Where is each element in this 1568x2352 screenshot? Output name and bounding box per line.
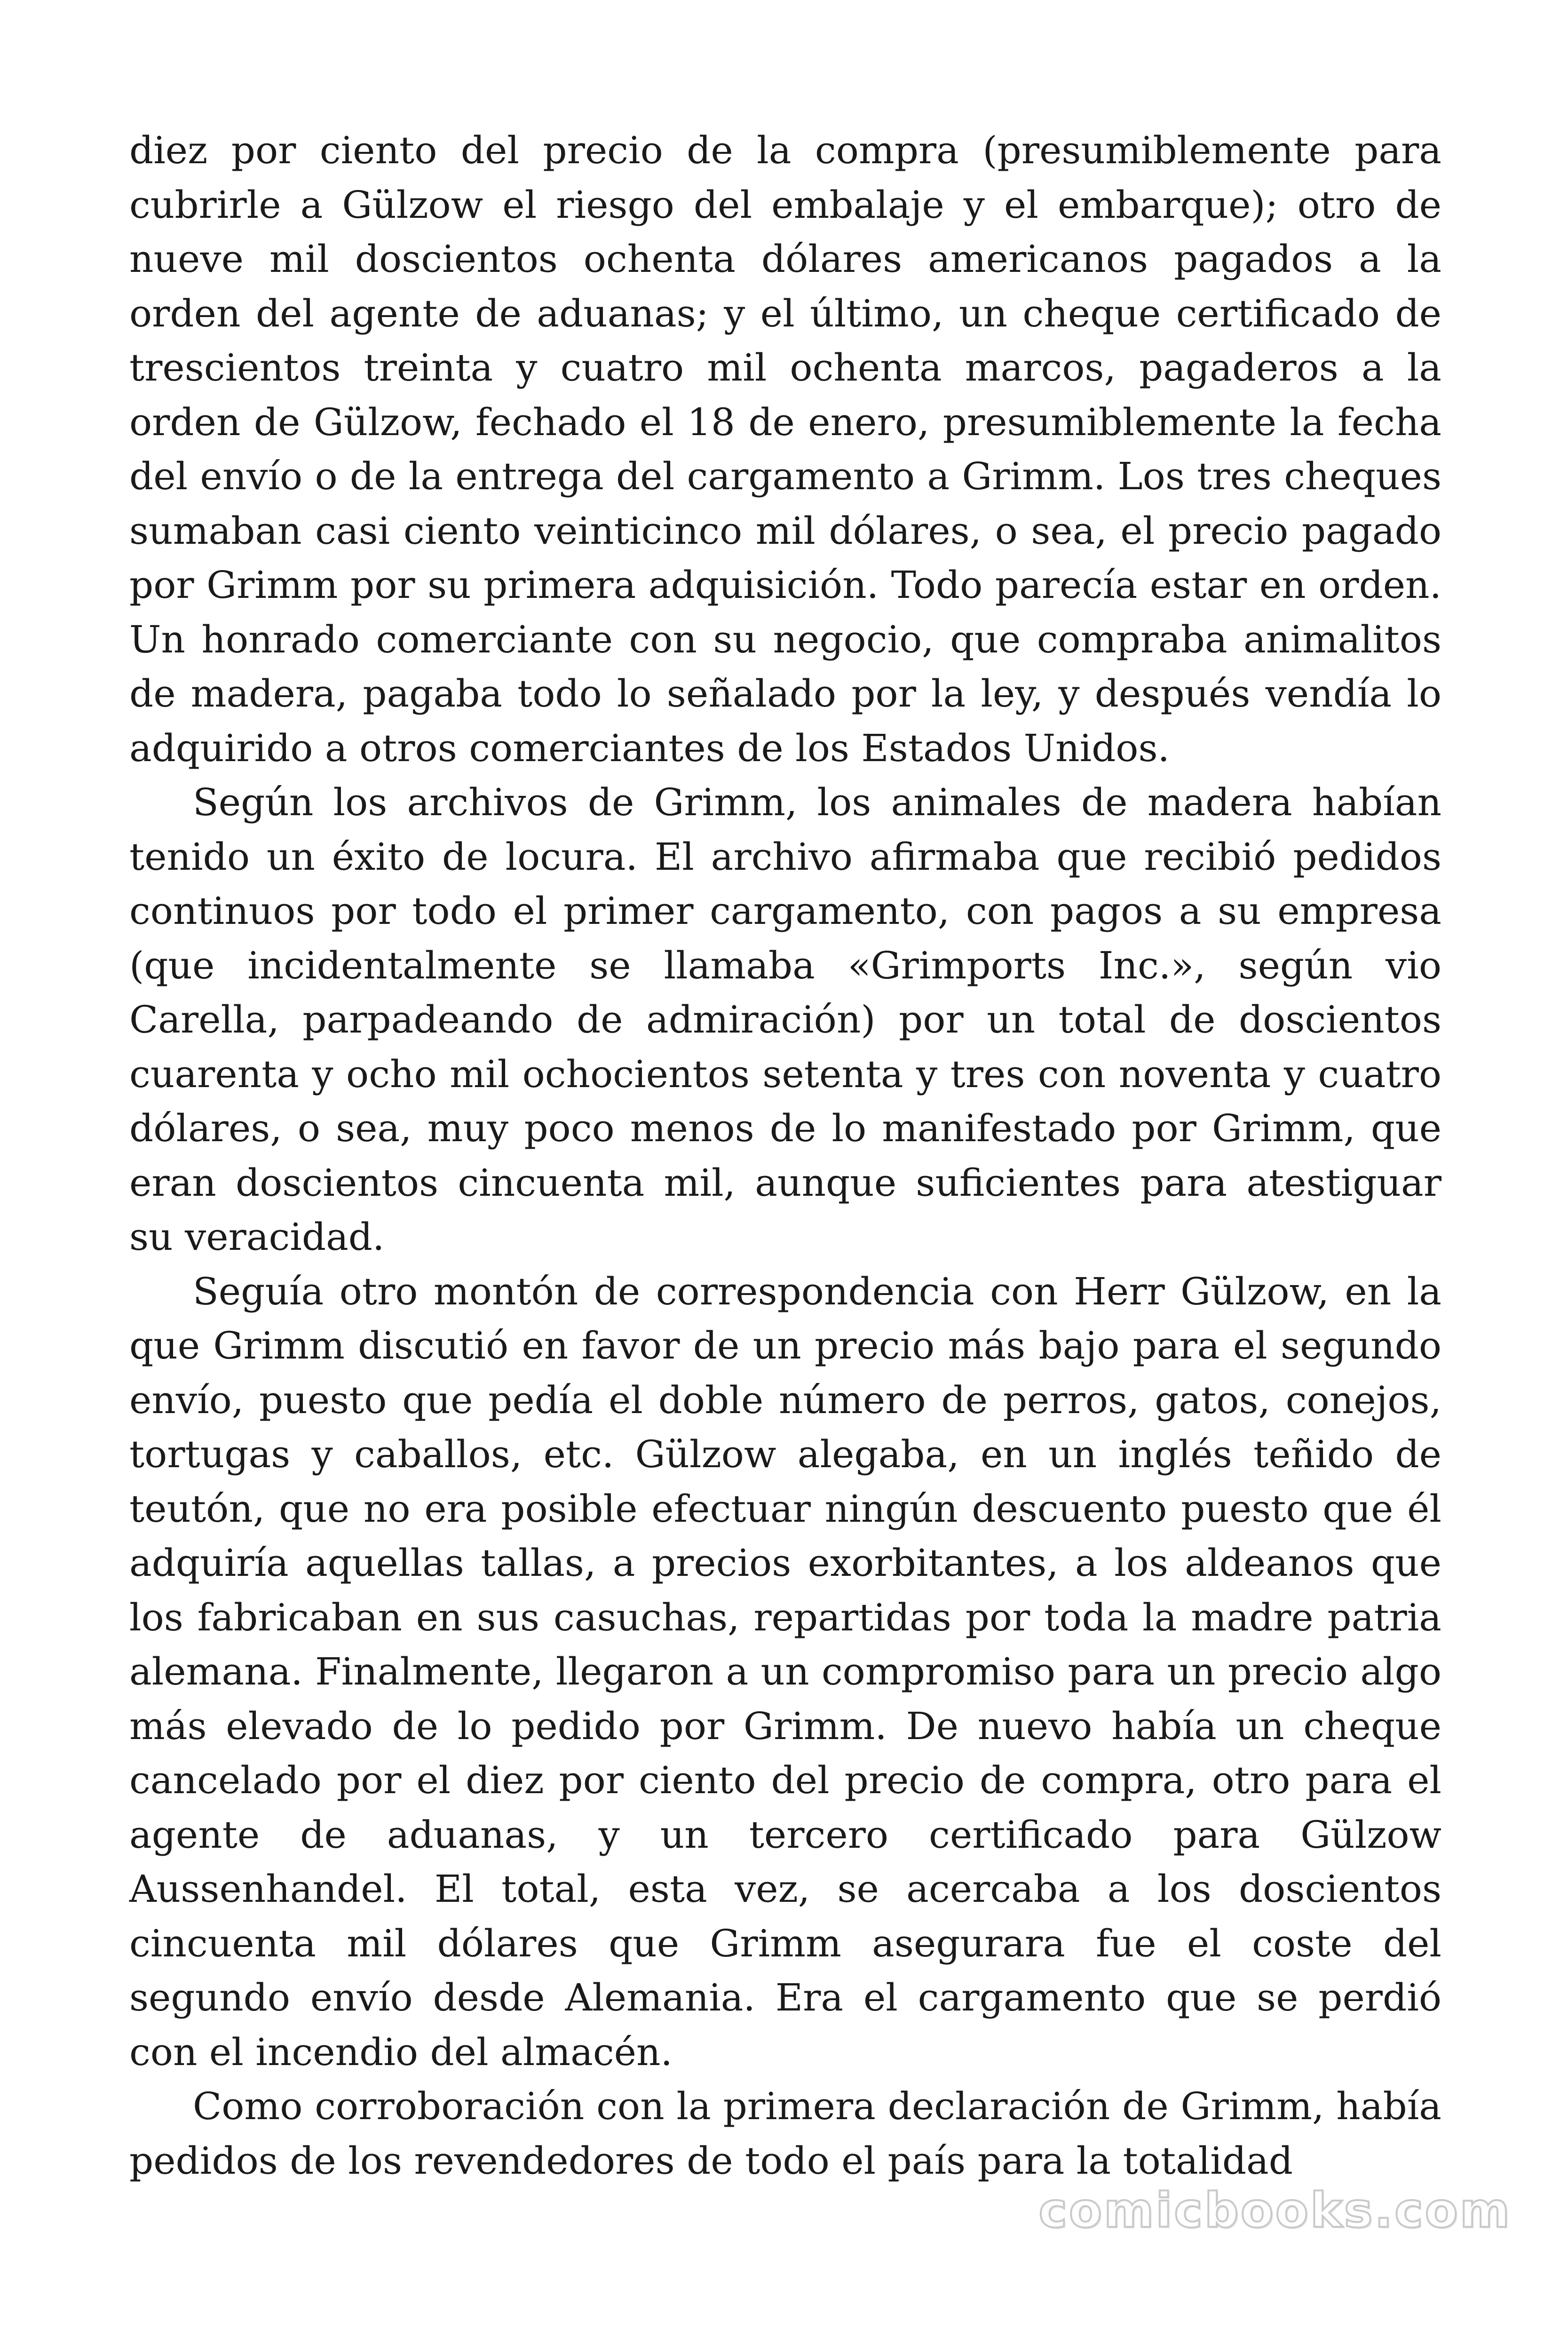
- body-text: [129, 123, 1441, 2188]
- paragraph: Como corroboración con la primera declaración de Grimm, había pedidos de los revendedores de todo el país para la totalidad: [129, 2084, 1441, 2183]
- paragraph: Seguía otro montón de correspondencia con Herr Gülzow, en la que Grimm discutió en favor de un precio más bajo para el segundo envío, puesto que pedía el doble número de perros, gatos, conejos, tortugas y caballos, etc. Gülzow alegaba, en un inglés teñido de teutón, que no era posible efectuar ningún descuento puesto que él adquiría aquellas tallas, a precios exorbitantes, a los aldeanos que los fabricaban en sus casuchas, repartidas por toda la madre patria alemana. Finalmente, llegaron a un compromiso para un precio algo más elevado de lo pedido por Grimm. De nuevo había un cheque cancelado por el diez por ciento del precio de compra, otro para el agente de aduanas, y un tercero certificado para Gülzow Aussenhandel. El total, esta vez, se acercaba a los doscientos cincuenta mil dólares que Grimm asegurara fue el coste del segundo envío desde Alemania. Era el cargamento que se perdió con el incendio del almacén.: [129, 1269, 1441, 2074]
- watermark-logo: comicbooks.com: [1038, 2183, 1512, 2239]
- paragraph: Según los archivos de Grimm, los animales de madera habían tenido un éxito de locura. El archivo afirmaba que recibió pedidos continuos por todo el primer cargamento, con pagos a su empresa (que incidentalmente se llamaba «Grimports Inc.», según vio Carella, parpadeando de admiración) por un total de doscientos cuarenta y ocho mil ochocientos setenta y tres con noventa y cuatro dólares, o sea, muy poco menos de lo manifestado por Grimm, que eran doscientos cincuenta mil, aunque suficientes para atestiguar su veracidad.: [129, 780, 1441, 1259]
- paragraph-continuation: diez por ciento del precio de la compra (presumiblemente para cubrirle a Gülzow el riesgo del embalaje y el embarque); otro de nueve mil doscientos ochenta dólares americanos pagados a la orden del agente de aduanas; y el último, un cheque certificado de trescientos treinta y cuatro mil ochenta marcos, pagaderos a la orden de Gülzow, fechado el 18 de enero, presumiblemente la fecha del envío o de la entrega del cargamento a Grimm. Los tres cheques sumaban casi ciento veinticinco mil dólares, o sea, el precio pagado por Grimm por su primera adquisición. Todo parecía estar en orden. Un honrado comerciante con su negocio, que compraba animalitos de madera, pagaba todo lo señalado por la ley, y después vendía lo adquirido a otros comerciantes de los Estados Unidos.: [129, 128, 1441, 770]
